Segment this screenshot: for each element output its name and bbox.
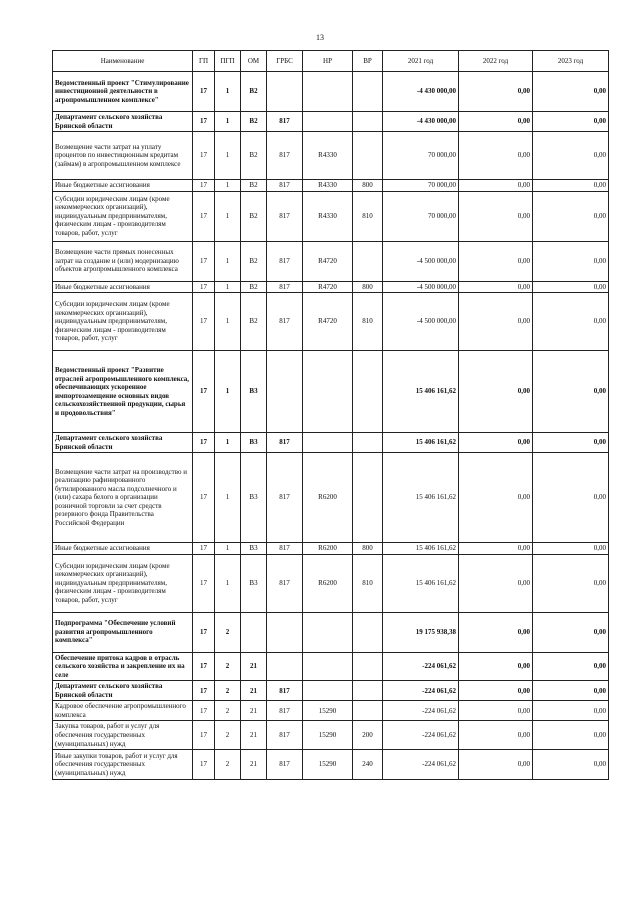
grbs-cell: 817 xyxy=(267,453,303,543)
table-row xyxy=(53,701,609,721)
nr-cell xyxy=(303,681,353,701)
amount-2022-cell: 0,00 xyxy=(459,652,533,681)
amount-2022-cell: 0,00 xyxy=(459,180,533,192)
amount-2022-cell: 0,00 xyxy=(459,191,533,241)
name-cell: Кадровое обеспечение агропромышленного комплекса xyxy=(53,701,193,721)
pgp-cell: 2 xyxy=(215,701,241,721)
pgp-cell: 1 xyxy=(215,132,241,180)
pgp-cell: 1 xyxy=(215,554,241,612)
gp-cell: 17 xyxy=(193,701,215,721)
amount-2023-cell: 0,00 xyxy=(533,750,609,780)
gp-cell: 17 xyxy=(193,612,215,652)
amount-2021-cell: 15 406 161,62 xyxy=(383,554,459,612)
om-cell: 21 xyxy=(241,652,267,681)
pgp-cell: 1 xyxy=(215,293,241,351)
table-row xyxy=(53,453,609,543)
amount-2021-cell: 15 406 161,62 xyxy=(383,351,459,433)
vr-cell xyxy=(353,612,383,652)
amount-2022-cell: 0,00 xyxy=(459,281,533,293)
amount-2022-cell: 0,00 xyxy=(459,293,533,351)
gp-cell: 17 xyxy=(193,180,215,192)
grbs-cell xyxy=(267,351,303,433)
name-cell: Департамент сельского хозяйства Брянской области xyxy=(53,112,193,132)
budget-table xyxy=(52,50,609,780)
amount-2022-cell: 0,00 xyxy=(459,701,533,721)
gp-cell: 17 xyxy=(193,750,215,780)
om-cell: В2 xyxy=(241,293,267,351)
amount-2021-cell: -224 061,62 xyxy=(383,681,459,701)
amount-2022-cell: 0,00 xyxy=(459,132,533,180)
amount-2021-cell: -224 061,62 xyxy=(383,701,459,721)
header-pgp: ПГП xyxy=(215,51,241,72)
nr-cell: R4720 xyxy=(303,293,353,351)
amount-2021-cell: -4 430 000,00 xyxy=(383,112,459,132)
name-cell: Департамент сельского хозяйства Брянской области xyxy=(53,681,193,701)
amount-2021-cell: -224 061,62 xyxy=(383,750,459,780)
gp-cell: 17 xyxy=(193,191,215,241)
amount-2021-cell: 70 000,00 xyxy=(383,180,459,192)
amount-2021-cell: 15 406 161,62 xyxy=(383,433,459,453)
table-row xyxy=(53,681,609,701)
amount-2023-cell: 0,00 xyxy=(533,191,609,241)
om-cell: В2 xyxy=(241,241,267,281)
nr-cell xyxy=(303,612,353,652)
amount-2023-cell: 0,00 xyxy=(533,543,609,555)
nr-cell: R6200 xyxy=(303,453,353,543)
name-cell: Иные бюджетные ассигнования xyxy=(53,543,193,555)
header-vr: ВР xyxy=(353,51,383,72)
vr-cell xyxy=(353,132,383,180)
amount-2021-cell: -4 500 000,00 xyxy=(383,241,459,281)
amount-2022-cell: 0,00 xyxy=(459,543,533,555)
amount-2023-cell: 0,00 xyxy=(533,72,609,112)
grbs-cell: 817 xyxy=(267,132,303,180)
pgp-cell: 1 xyxy=(215,180,241,192)
pgp-cell: 2 xyxy=(215,750,241,780)
table-row xyxy=(53,543,609,555)
nr-cell: R6200 xyxy=(303,543,353,555)
name-cell: Подпрограмма "Обеспечение условий развития агропромышленного комплекса" xyxy=(53,612,193,652)
amount-2022-cell: 0,00 xyxy=(459,554,533,612)
om-cell: В2 xyxy=(241,112,267,132)
om-cell: В3 xyxy=(241,543,267,555)
pgp-cell: 1 xyxy=(215,72,241,112)
om-cell: В2 xyxy=(241,72,267,112)
amount-2023-cell: 0,00 xyxy=(533,293,609,351)
amount-2023-cell: 0,00 xyxy=(533,453,609,543)
om-cell: 21 xyxy=(241,721,267,750)
gp-cell: 17 xyxy=(193,652,215,681)
amount-2021-cell: 19 175 938,38 xyxy=(383,612,459,652)
amount-2023-cell: 0,00 xyxy=(533,241,609,281)
name-cell: Возмещение части затрат на производство и реализацию рафинированного бутилированного масла подсолнечного и (или) сахара белого в организации розничной торговли за счет средств резервного фонда Правительства Российской Федерации xyxy=(53,453,193,543)
vr-cell xyxy=(353,701,383,721)
om-cell: В3 xyxy=(241,433,267,453)
header-nr: НР xyxy=(303,51,353,72)
nr-cell xyxy=(303,112,353,132)
amount-2022-cell: 0,00 xyxy=(459,453,533,543)
grbs-cell: 817 xyxy=(267,241,303,281)
grbs-cell: 817 xyxy=(267,750,303,780)
amount-2021-cell: 15 406 161,62 xyxy=(383,543,459,555)
amount-2022-cell: 0,00 xyxy=(459,351,533,433)
gp-cell: 17 xyxy=(193,281,215,293)
gp-cell: 17 xyxy=(193,72,215,112)
header-name: Наименование xyxy=(53,51,193,72)
name-cell: Закупка товаров, работ и услуг для обеспечения государственных (муниципальных) нужд xyxy=(53,721,193,750)
pgp-cell: 1 xyxy=(215,543,241,555)
amount-2021-cell: 15 406 161,62 xyxy=(383,453,459,543)
vr-cell: 810 xyxy=(353,554,383,612)
header-2021: 2021 год xyxy=(383,51,459,72)
gp-cell: 17 xyxy=(193,721,215,750)
amount-2021-cell: 70 000,00 xyxy=(383,132,459,180)
name-cell: Иные бюджетные ассигнования xyxy=(53,180,193,192)
amount-2021-cell: 70 000,00 xyxy=(383,191,459,241)
header-2022: 2022 год xyxy=(459,51,533,72)
grbs-cell: 817 xyxy=(267,721,303,750)
header-2023: 2023 год xyxy=(533,51,609,72)
gp-cell: 17 xyxy=(193,543,215,555)
om-cell: В2 xyxy=(241,281,267,293)
amount-2023-cell: 0,00 xyxy=(533,612,609,652)
nr-cell: 15290 xyxy=(303,701,353,721)
nr-cell xyxy=(303,72,353,112)
amount-2023-cell: 0,00 xyxy=(533,652,609,681)
table-header-row xyxy=(53,51,609,72)
amount-2023-cell: 0,00 xyxy=(533,681,609,701)
pgp-cell: 1 xyxy=(215,241,241,281)
gp-cell: 17 xyxy=(193,112,215,132)
pgp-cell: 2 xyxy=(215,612,241,652)
amount-2021-cell: -224 061,62 xyxy=(383,652,459,681)
amount-2023-cell: 0,00 xyxy=(533,132,609,180)
om-cell: В2 xyxy=(241,180,267,192)
amount-2023-cell: 0,00 xyxy=(533,180,609,192)
grbs-cell: 817 xyxy=(267,293,303,351)
vr-cell: 810 xyxy=(353,191,383,241)
amount-2021-cell: -4 430 000,00 xyxy=(383,72,459,112)
amount-2023-cell: 0,00 xyxy=(533,281,609,293)
table-row xyxy=(53,612,609,652)
om-cell: В2 xyxy=(241,132,267,180)
amount-2022-cell: 0,00 xyxy=(459,72,533,112)
amount-2022-cell: 0,00 xyxy=(459,112,533,132)
amount-2023-cell: 0,00 xyxy=(533,112,609,132)
gp-cell: 17 xyxy=(193,132,215,180)
vr-cell xyxy=(353,72,383,112)
name-cell: Иные бюджетные ассигнования xyxy=(53,281,193,293)
gp-cell: 17 xyxy=(193,554,215,612)
name-cell: Возмещение части прямых понесенных затрат на создание и (или) модернизацию объектов агропромышленного комплекса xyxy=(53,241,193,281)
table-row xyxy=(53,293,609,351)
name-cell: Субсидии юридическим лицам (кроме некоммерческих организаций), индивидуальным предпринимателям, физическим лицам - производителям товаров, работ, услуг xyxy=(53,554,193,612)
table-row xyxy=(53,72,609,112)
pgp-cell: 2 xyxy=(215,681,241,701)
table-row xyxy=(53,351,609,433)
gp-cell: 17 xyxy=(193,241,215,281)
grbs-cell xyxy=(267,652,303,681)
gp-cell: 17 xyxy=(193,293,215,351)
table-row xyxy=(53,132,609,180)
name-cell: Обеспечение притока кадров в отрасль сельского хозяйства и закрепление их на селе xyxy=(53,652,193,681)
pgp-cell: 1 xyxy=(215,351,241,433)
grbs-cell: 817 xyxy=(267,681,303,701)
vr-cell xyxy=(353,433,383,453)
table-row xyxy=(53,554,609,612)
header-grbs: ГРБС xyxy=(267,51,303,72)
vr-cell xyxy=(353,453,383,543)
page-number: 13 xyxy=(316,33,324,42)
nr-cell xyxy=(303,433,353,453)
gp-cell: 17 xyxy=(193,351,215,433)
vr-cell: 810 xyxy=(353,293,383,351)
nr-cell: R4330 xyxy=(303,180,353,192)
amount-2022-cell: 0,00 xyxy=(459,681,533,701)
vr-cell xyxy=(353,681,383,701)
pgp-cell: 1 xyxy=(215,191,241,241)
amount-2023-cell: 0,00 xyxy=(533,433,609,453)
grbs-cell xyxy=(267,612,303,652)
gp-cell: 17 xyxy=(193,681,215,701)
om-cell: В3 xyxy=(241,453,267,543)
vr-cell: 800 xyxy=(353,281,383,293)
amount-2023-cell: 0,00 xyxy=(533,701,609,721)
table-row xyxy=(53,433,609,453)
name-cell: Ведомственный проект "Стимулирование инвестиционной деятельности в агропромышленном комплексе" xyxy=(53,72,193,112)
amount-2023-cell: 0,00 xyxy=(533,721,609,750)
om-cell: В3 xyxy=(241,351,267,433)
name-cell: Департамент сельского хозяйства Брянской области xyxy=(53,433,193,453)
vr-cell: 240 xyxy=(353,750,383,780)
name-cell: Иные закупки товаров, работ и услуг для обеспечения государственных (муниципальных) нужд xyxy=(53,750,193,780)
nr-cell: R4720 xyxy=(303,241,353,281)
amount-2022-cell: 0,00 xyxy=(459,241,533,281)
pgp-cell: 1 xyxy=(215,112,241,132)
amount-2021-cell: -224 061,62 xyxy=(383,721,459,750)
vr-cell xyxy=(353,351,383,433)
om-cell: 21 xyxy=(241,681,267,701)
grbs-cell: 817 xyxy=(267,554,303,612)
om-cell: В2 xyxy=(241,191,267,241)
vr-cell xyxy=(353,112,383,132)
nr-cell: R4330 xyxy=(303,191,353,241)
nr-cell: R4720 xyxy=(303,281,353,293)
om-cell: 21 xyxy=(241,750,267,780)
vr-cell: 800 xyxy=(353,180,383,192)
om-cell xyxy=(241,612,267,652)
name-cell: Ведомственный проект "Развитие отраслей агропромышленного комплекса, обеспечивающих ускоренное импортозамещение основных видов сельскохозяйственной продукции, сырья и продовольствия" xyxy=(53,351,193,433)
name-cell: Возмещение части затрат на уплату процентов по инвестиционным кредитам (займам) в агропромышленном комплексе xyxy=(53,132,193,180)
amount-2023-cell: 0,00 xyxy=(533,554,609,612)
name-cell: Субсидии юридическим лицам (кроме некоммерческих организаций), индивидуальным предпринимателям, физическим лицам - производителям товаров, работ, услуг xyxy=(53,191,193,241)
grbs-cell: 817 xyxy=(267,191,303,241)
nr-cell: R6200 xyxy=(303,554,353,612)
nr-cell xyxy=(303,652,353,681)
pgp-cell: 1 xyxy=(215,453,241,543)
table-row xyxy=(53,191,609,241)
om-cell: 21 xyxy=(241,701,267,721)
gp-cell: 17 xyxy=(193,453,215,543)
amount-2022-cell: 0,00 xyxy=(459,750,533,780)
nr-cell xyxy=(303,351,353,433)
amount-2022-cell: 0,00 xyxy=(459,721,533,750)
table-row xyxy=(53,112,609,132)
vr-cell: 800 xyxy=(353,543,383,555)
grbs-cell: 817 xyxy=(267,281,303,293)
header-gp: ГП xyxy=(193,51,215,72)
table-row xyxy=(53,750,609,780)
table-row xyxy=(53,180,609,192)
nr-cell: 15290 xyxy=(303,721,353,750)
grbs-cell: 817 xyxy=(267,543,303,555)
amount-2021-cell: -4 500 000,00 xyxy=(383,281,459,293)
amount-2022-cell: 0,00 xyxy=(459,433,533,453)
amount-2021-cell: -4 500 000,00 xyxy=(383,293,459,351)
grbs-cell: 817 xyxy=(267,433,303,453)
vr-cell xyxy=(353,241,383,281)
table-row xyxy=(53,281,609,293)
gp-cell: 17 xyxy=(193,433,215,453)
table-row xyxy=(53,721,609,750)
nr-cell: R4330 xyxy=(303,132,353,180)
pgp-cell: 2 xyxy=(215,652,241,681)
vr-cell: 200 xyxy=(353,721,383,750)
grbs-cell: 817 xyxy=(267,112,303,132)
om-cell: В3 xyxy=(241,554,267,612)
amount-2023-cell: 0,00 xyxy=(533,351,609,433)
pgp-cell: 1 xyxy=(215,433,241,453)
vr-cell xyxy=(353,652,383,681)
grbs-cell xyxy=(267,72,303,112)
grbs-cell: 817 xyxy=(267,701,303,721)
pgp-cell: 2 xyxy=(215,721,241,750)
nr-cell: 15290 xyxy=(303,750,353,780)
amount-2022-cell: 0,00 xyxy=(459,612,533,652)
name-cell: Субсидии юридическим лицам (кроме некоммерческих организаций), индивидуальным предпринимателям, физическим лицам - производителям товаров, работ, услуг xyxy=(53,293,193,351)
pgp-cell: 1 xyxy=(215,281,241,293)
grbs-cell: 817 xyxy=(267,180,303,192)
table-row xyxy=(53,652,609,681)
header-om: ОМ xyxy=(241,51,267,72)
table-row xyxy=(53,241,609,281)
